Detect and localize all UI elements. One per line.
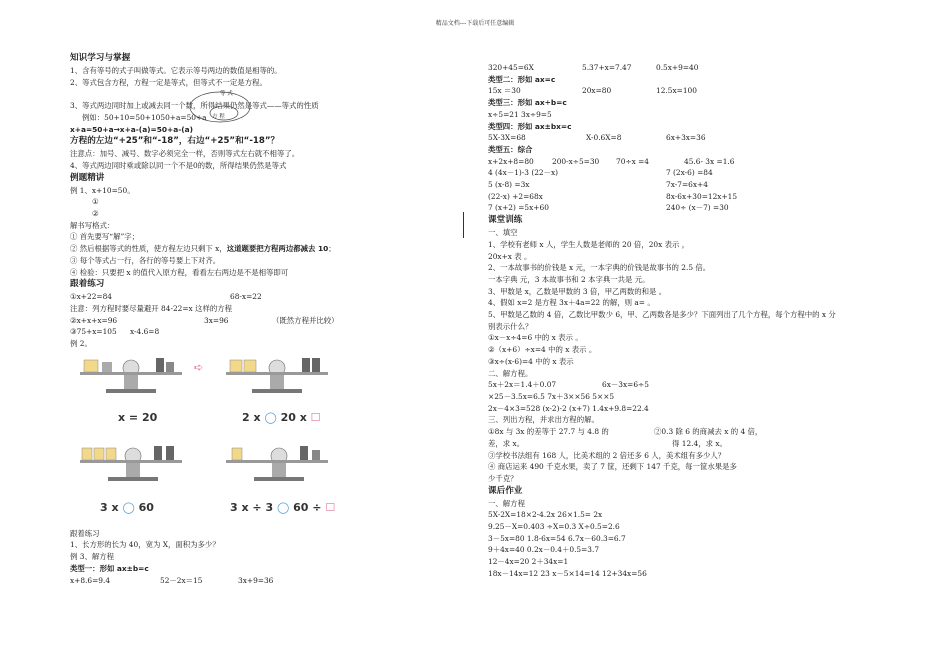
equation-label: x = 20 [118, 410, 158, 424]
equation: 240÷ (x－7) =30 [666, 203, 729, 213]
equation: 70÷x =4 [616, 156, 650, 166]
square-blank-icon: ☐ [325, 500, 336, 514]
equation-label [230, 502, 335, 514]
section-title-practice: 跟着练习 [70, 279, 105, 290]
equation: 15x ＝30 [488, 86, 521, 96]
equation-label [242, 412, 321, 424]
text-line: ②（x+6）÷x=4 中的 x 表示 。 [488, 345, 597, 355]
equation: 5.37+x=7.47 [582, 63, 632, 72]
text-line: 2x－4×3=528 (x-2)-2 (x+7) 1.4x+9.8=22.4 [488, 403, 649, 413]
text-line: 注意：列方程时要尽量避开 84-22=x 这样的方程 [70, 303, 233, 313]
text-line: 3、甲数是 x，乙数是甲数的 3 倍，甲乙两数的和是 。 [488, 286, 667, 296]
text-line: 注意点：加号、减号、数字必须完全一样，否则等式左右就不相等了。 [70, 149, 300, 159]
equation: ③75+x=105 [70, 327, 117, 337]
text-line: 例 1、x+10=50。 [70, 185, 135, 195]
equation: (22-x) +2=68x [488, 191, 543, 201]
text-row [488, 156, 868, 168]
text-part: ①8x 与 3x 的差等于 27.7 与 4.8 的 [488, 427, 609, 437]
equation: x-4.6=8 [130, 327, 160, 337]
type-title: 类型三：形如 ax÷b=c [488, 98, 567, 108]
text-line: 一、解方程 [488, 498, 525, 508]
balance-scale-icon [222, 438, 332, 486]
balance-figure-row-1 [70, 350, 445, 436]
text-line: ① 首先要写“解”字； [70, 232, 140, 242]
text-row [488, 179, 868, 191]
text-line: 4、假如 x=2 是方程 3x＋4a=22 的解，则 a= 。 [488, 298, 655, 308]
page-header: 精品文档---下载后可任意编辑 [435, 20, 515, 27]
text-line: 18x－14x=12 23 x－5×14=14 12+34x=56 [488, 568, 647, 578]
arrow-right-icon: ➪ [194, 360, 204, 374]
equation: ②x+x+x=96 [70, 315, 118, 325]
equation: 52－2x＝15 [160, 575, 203, 585]
text-row [70, 315, 445, 327]
text-row [488, 438, 868, 450]
type-title: 类型二：形如 ax=c [488, 74, 556, 84]
equation: x+8.6=9.4 [70, 575, 111, 585]
text-line: 解书写格式： [70, 220, 115, 230]
text-row [488, 191, 868, 203]
eq-part: 3 x ÷ 3 [230, 500, 274, 514]
right-column [488, 62, 868, 580]
text-line: 1、含有等号的式子叫做等式。它表示等号两边的数值是相等的。 [70, 66, 282, 75]
text-line: 跟着练习 [70, 528, 100, 538]
equation: 6x－3x=6÷5 [602, 380, 649, 390]
type-title: 类型五：综合 [488, 144, 533, 154]
equation-label [100, 502, 154, 514]
text-part: ②0.3 除 6 的商减去 x 的 4 倍， [654, 427, 763, 437]
text-line: 1、学校有老师 x 人，学生人数是老师的 20 倍，20x 表示 ， [488, 239, 690, 249]
oval-label-fangcheng: 方 程 [212, 113, 225, 120]
text-line: 二、解方程。 [488, 368, 533, 378]
text-row [70, 291, 445, 303]
section-title-examples: 例题精讲 [70, 172, 105, 183]
equation: 5x＋2x＝1.4＋0.07 [488, 380, 557, 390]
text-line: 三、列出方程，并求出方程的解。 [488, 415, 599, 425]
text-line: 20x+x 表 。 [488, 251, 532, 261]
text-line: ③学校书法组有 168 人，比美术组的 2 倍还多 6 人，美术组有多少人？ [488, 450, 726, 460]
text-line-bold: x+a=50+a→x+a-(a)=50+a-(a) [70, 124, 194, 134]
text-row [488, 132, 868, 144]
column-divider [463, 212, 464, 238]
type-title: 类型一：形如 ax±b=c [70, 563, 149, 573]
text-line: 12－4x=20 2＋34x=1 [488, 557, 569, 567]
text-line: 5、甲数是乙数的 4 倍，乙数比甲数少 6，甲、乙两数各是多少？下面列出了几个方程，每个方程中的 x 分 [488, 310, 836, 320]
text-line: 9＋4x=40 0.2x－0.4＋0.5=3.7 [488, 545, 600, 555]
equation: 0.5x+9=40 [656, 63, 699, 72]
equation: 3x+9=36 [238, 575, 274, 585]
equation: 6x+3x=36 [666, 133, 706, 143]
example-line [70, 112, 445, 124]
section-title-knowledge: 知识学习与掌握 [70, 53, 131, 63]
text-line: ④ 检验：只要把 x 的值代入原方程，看看左右两边是不是相等即可 [70, 267, 289, 277]
balance-scale-icon [76, 438, 186, 486]
text-line: ③x÷(x-6)=4 中的 x 表示 [488, 356, 574, 366]
text-line: 少千克？ [488, 473, 518, 483]
text-line: ×25－3.5x=6.5 7x＋3××56 5××5 [488, 391, 615, 401]
equation: 45.6- 3x =1.6 [684, 156, 735, 166]
text-row [70, 575, 445, 587]
text-line: 3、等式两边同时加上或减去同一个数，所得结果仍然是等式——等式的性质 [70, 101, 319, 111]
equation: 5X-3X=68 [488, 133, 526, 143]
text-line: 一本字典 元，3 本故事书和 2 本字典一共是 元。 [488, 274, 650, 284]
text-line: ③ 每个等式占一行，各行的等号要上下对齐。 [70, 255, 221, 265]
equation: 12.5x=100 [656, 86, 697, 96]
text-line: ① [92, 197, 99, 207]
text-row [488, 167, 868, 179]
equation: 68-x=22 [230, 292, 262, 302]
text-line: x÷5=21 3x÷9=5 [488, 109, 552, 119]
text-row [488, 62, 868, 74]
text-line: 例 3、解方程 [70, 552, 115, 562]
square-blank-icon: ☐ [310, 410, 321, 424]
equation: 7 (x+2) =5x+60 [488, 203, 549, 213]
text-line: 一、填空 [488, 228, 518, 238]
circle-blank-icon: ◯ [122, 500, 135, 514]
equation: 20x=80 [582, 86, 612, 96]
type-title: 类型四：形如 ax±bx=c [488, 121, 572, 131]
equation: 7x-7=6x+4 [666, 180, 708, 190]
section-title-class-training: 课堂训练 [488, 215, 523, 226]
text-line: 1、长方形的长为 40，宽为 X，面积为多少？ [70, 540, 220, 550]
equation: 4 (4x－1)-3 (22－x) [488, 168, 559, 178]
text-row [70, 326, 445, 338]
equation: 3x=96 [204, 315, 229, 325]
eq-part: 3 x [100, 500, 119, 514]
text-line: ①x－x÷4=6 中的 x 表示 。 [488, 333, 583, 343]
text-row [488, 85, 868, 97]
equation: x+2x+8=80 [488, 156, 534, 166]
equation: 7 (2x-6) =84 [666, 168, 713, 178]
oval-diagram [70, 88, 445, 100]
left-column [70, 52, 445, 586]
text-line: ④ 商店运来 490 千克水果，卖了 7 筐，还剩下 147 千克，每一筐水果是多 [488, 462, 737, 472]
text-line: 3－5x=80 1.8-6x=54 6.7x－60.3=6.7 [488, 533, 626, 543]
text-part: ； [328, 244, 336, 254]
text-row [488, 202, 868, 214]
equation: X-0.6X=8 [586, 133, 622, 143]
text-row [488, 426, 868, 438]
text-part-bold: 这道题要把方程两边都减去 10 [226, 244, 329, 254]
text-row [488, 379, 868, 391]
eq-part: 60 ÷ [293, 500, 322, 514]
oval-label-equation: 等 式 [220, 91, 233, 98]
section-title-homework: 课后作业 [488, 485, 523, 496]
text-part: 差，求 x。 [488, 438, 525, 448]
example-text: 例如：50+10=50+1050+a=50+a [82, 112, 207, 122]
text-line: 2、一本故事书的价钱是 x 元，一本字典的价钱是故事书的 2.5 倍。 [488, 263, 711, 273]
note: （既然方程并比较） [272, 315, 339, 325]
text-line: 4、等式两边同时乘或除以同一个不是0的数，所得结果仍然是等式 [70, 160, 287, 170]
text-line [70, 243, 445, 255]
balance-scale-icon [76, 350, 186, 398]
text-line: ② [92, 209, 99, 219]
text-line-emphasis: 方程的左边“+25”和“-18”，右边“+25”和“-18”？ [70, 136, 280, 147]
equation: ①x+22=84 [70, 292, 112, 302]
circle-blank-icon: ◯ [264, 410, 277, 424]
eq-part: 60 [138, 500, 154, 514]
text-line: 9.25－X=0.403 ÷X=0.3 X÷0.5=2.6 [488, 522, 620, 532]
equation: 200-x÷5=30 [552, 156, 600, 166]
text-line: 5X-2X=18×2-4.2x 26×1.5= 2x [488, 510, 603, 520]
balance-figure-row-2 [70, 436, 445, 528]
equation: 320+45=6X [488, 63, 534, 72]
eq-part: 2 x [242, 410, 261, 424]
circle-blank-icon: ◯ [276, 500, 290, 514]
text-part: 得 12.4，求 x。 [672, 438, 727, 448]
text-line: 别表示什么？ [488, 321, 533, 331]
text-line: 2、等式包含方程，方程一定是等式，但等式不一定是方程。 [70, 77, 267, 87]
eq-part: 20 x [280, 410, 307, 424]
balance-scale-icon [222, 350, 332, 398]
equation: 8x-6x+30=12x+15 [666, 191, 738, 201]
text-part: ② 然后根据等式的性质，使方程左边只剩下 x， [70, 244, 227, 254]
equation: 5 (x-8) =3x [488, 180, 530, 190]
text-line: 例 2。 [70, 339, 92, 349]
